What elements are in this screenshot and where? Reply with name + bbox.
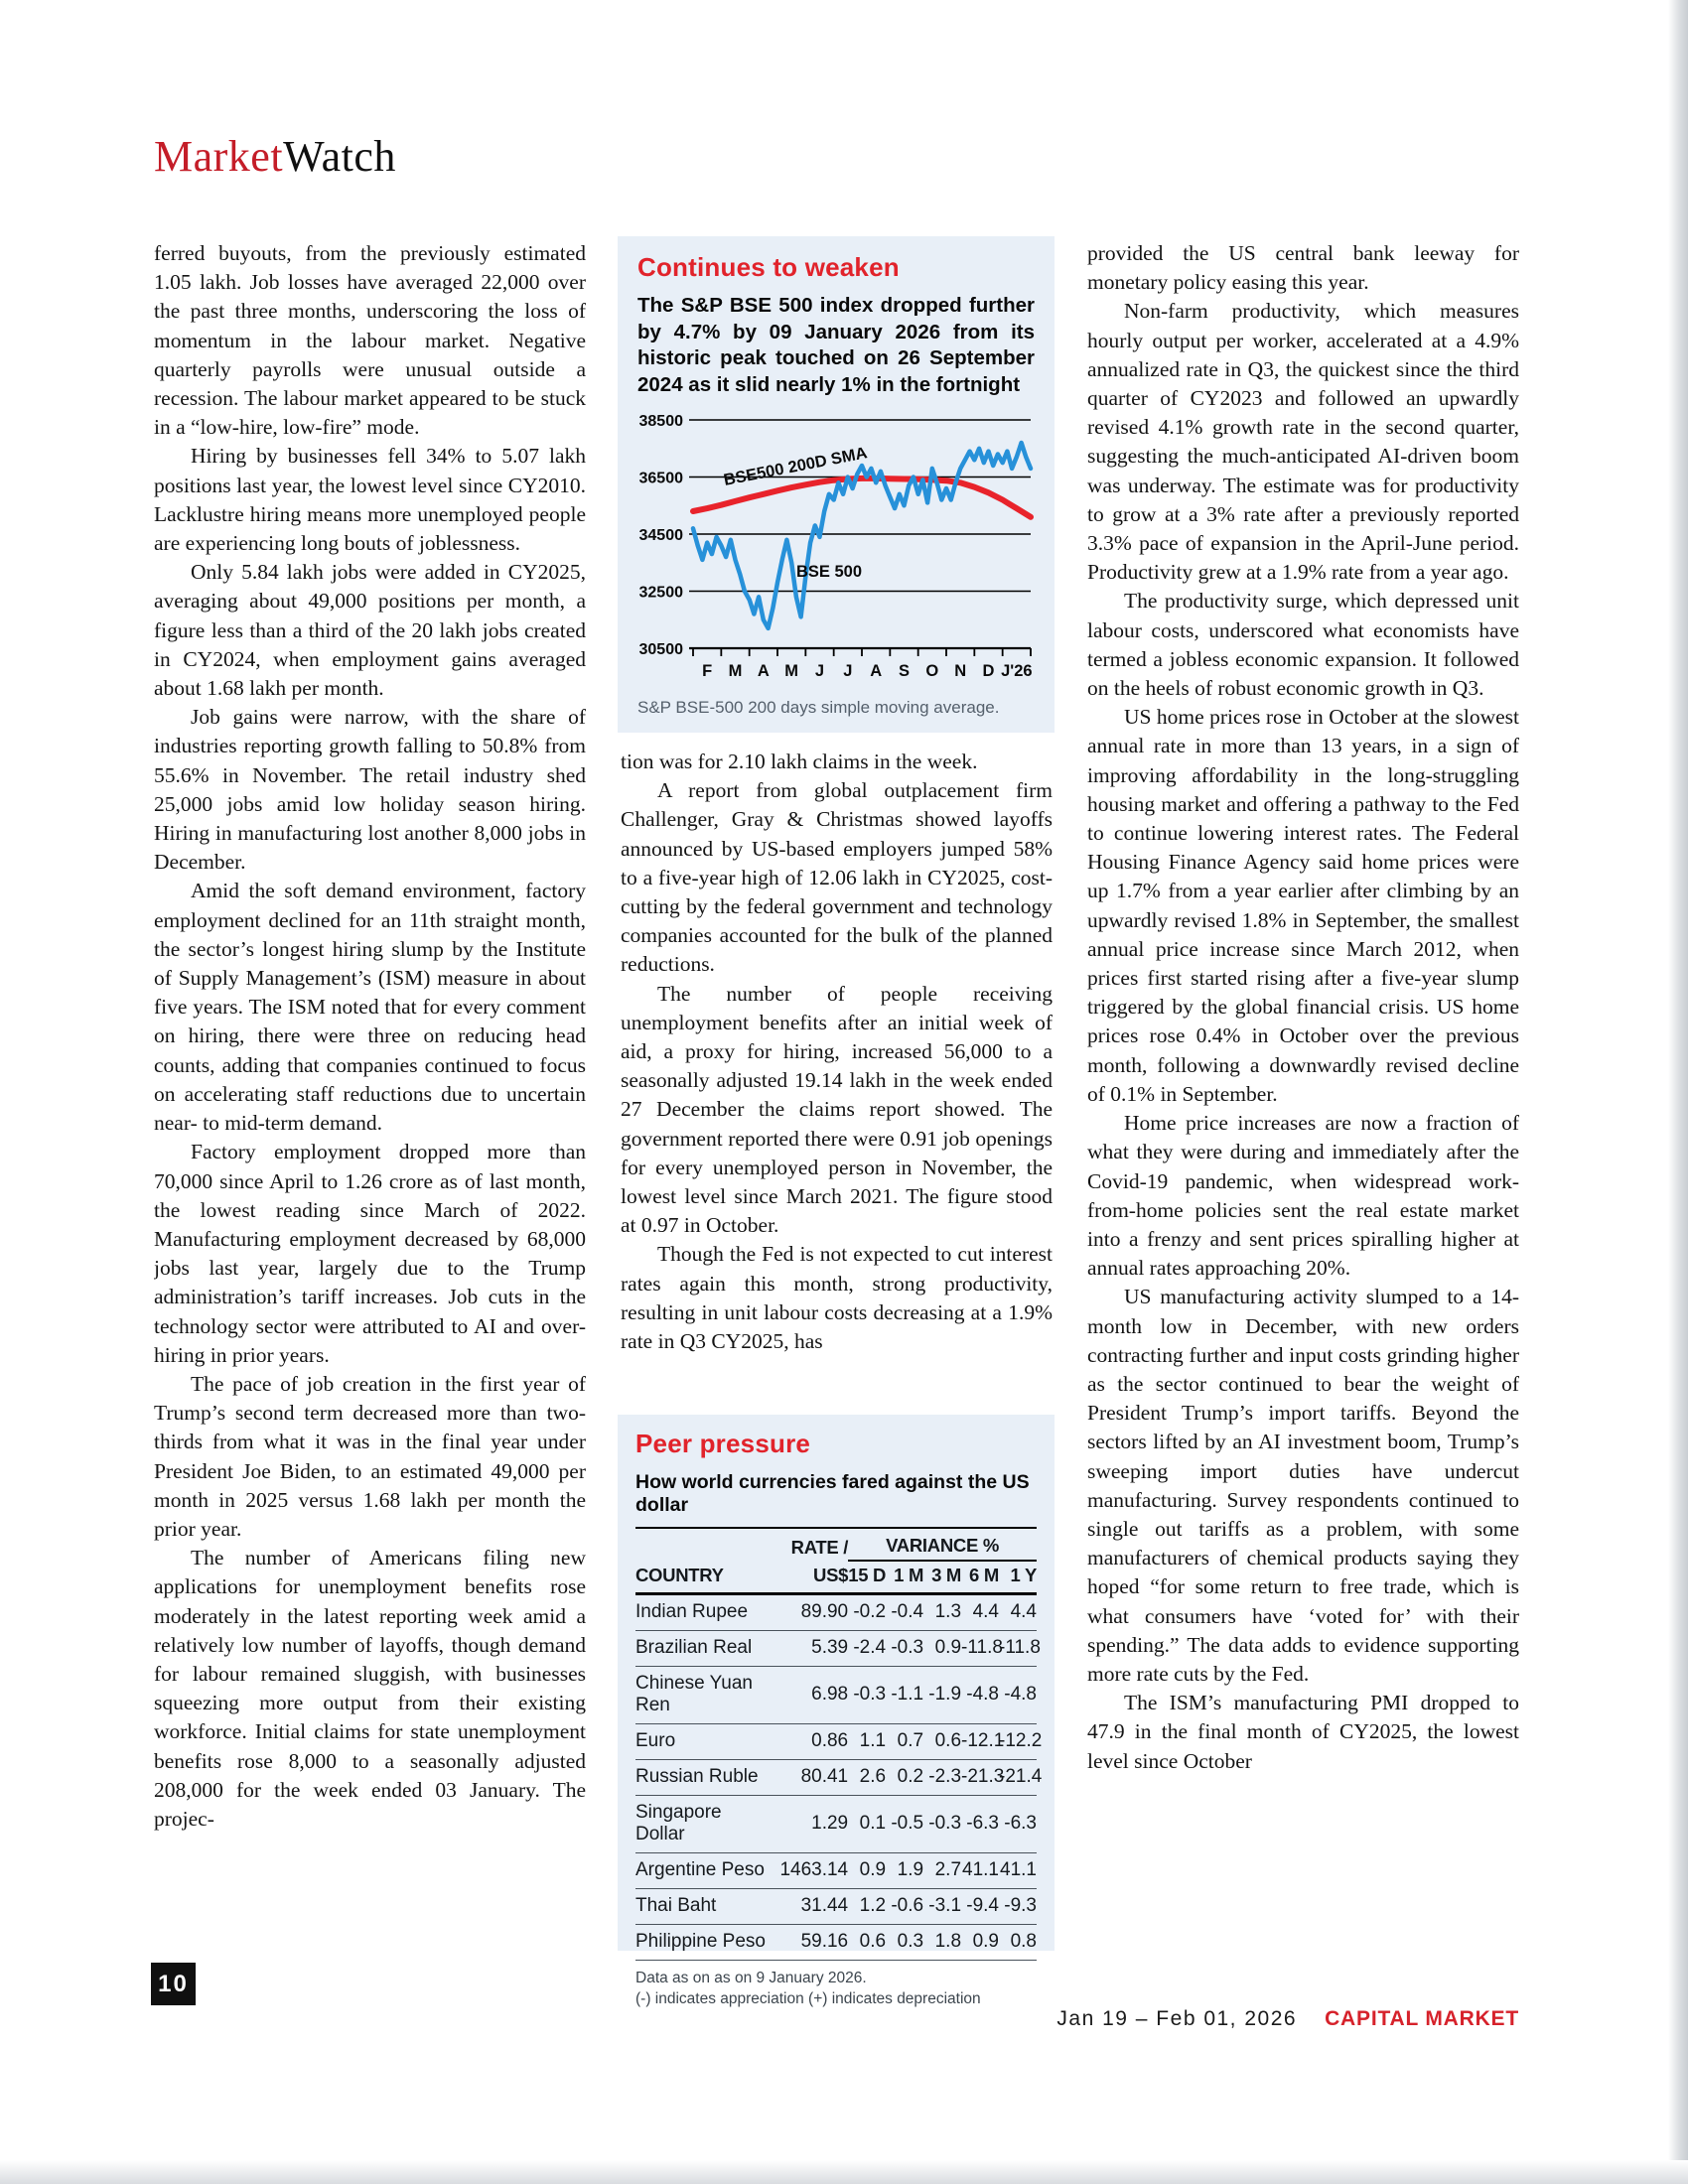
table-row <box>635 1925 1037 1961</box>
variance-cell: -9.4 <box>961 1889 999 1925</box>
chart-caption: S&P BSE-500 200 days simple moving average. <box>637 698 1000 717</box>
column-left <box>154 239 586 1953</box>
country-cell: Chinese Yuan Ren <box>635 1667 772 1724</box>
table-row <box>635 1796 1037 1853</box>
variance-cell: 0.6 <box>848 1925 886 1961</box>
rate-cell: 80.41 <box>772 1760 848 1796</box>
column-right <box>1087 239 1519 1953</box>
variance-cell: 2.7 <box>923 1853 961 1889</box>
table-row <box>635 1594 1037 1631</box>
body-paragraph: Job gains were narrow, with the share of industries reporting growth falling to 50.8% from 55.6% in November. The retail industry shed 25,000 jobs amid low holiday season hiring. Hiring in manufacturing lost another 8,000 jobs in December. <box>154 705 586 875</box>
variance-cell: -0.2 <box>848 1594 886 1631</box>
country-cell: Brazilian Real <box>635 1631 772 1667</box>
page-edge-bottom <box>0 2160 1688 2184</box>
body-paragraph: US manufacturing activity slumped to a 14-month low in December, with new orders contracting further and input costs grinding higher as the sector continued to bear the weight of President Trump’s import tariffs. Beyond the sectors lifted by an AI investment boom, Trump’s sweeping import duties have undercut manufacturing. Survey respondents continued to single out tariffs as a problem, with some manufacturers of chemical products saying they hoped “for some return to free trade, which is what consumers have ‘voted for’ with their spending.” The data adds to evidence supporting more rate cuts by the Fed. <box>1087 1285 1519 1686</box>
variance-cell: -9.3 <box>999 1889 1037 1925</box>
variance-cell: 1.3 <box>923 1594 961 1631</box>
y-tick-label: 30500 <box>638 641 683 658</box>
x-tick-label: D <box>982 662 995 680</box>
masthead-watch: Watch <box>283 132 396 181</box>
variance-cell: -0.3 <box>923 1796 961 1853</box>
rate-group-header: RATE / <box>772 1528 848 1561</box>
variance-cell: 41.1 <box>961 1853 999 1889</box>
body-paragraph: Amid the soft demand environment, factory employment declined for an 11th straight month, the sector’s longest hiring slump by the Institute of Supply Management’s (ISM) measure in about five years. The ISM noted that for every comment on hiring, there were three on reducing head counts, adding that companies continued to focus on accelerating staff reductions due to uncertain near- to mid-term demand. <box>154 879 586 1136</box>
variance-cell: -1.1 <box>886 1667 923 1724</box>
variance-cell: 0.9 <box>923 1631 961 1667</box>
body-paragraph: Factory employment dropped more than 70,000 since April to 1.26 crore as of last month, the lowest reading since March of 2022. Manufacturing employment decreased by 68,000 jobs last year, largely due to the Trump administration’s tariff increases. Job cuts in the technology sector were attributed to AI and over-hiring in prior years. <box>154 1140 586 1367</box>
variance-cell: -4.8 <box>999 1667 1037 1724</box>
period-header: 1 M <box>886 1561 923 1594</box>
country-cell: Singapore Dollar <box>635 1796 772 1853</box>
variance-cell: 41.1 <box>999 1853 1037 1889</box>
country-cell: Philippine Peso <box>635 1925 772 1961</box>
rate-cell: 31.44 <box>772 1889 848 1925</box>
variance-cell: 0.7 <box>886 1724 923 1760</box>
variance-cell: -12.2 <box>999 1724 1037 1760</box>
country-cell: Indian Rupee <box>635 1594 772 1631</box>
table-row <box>635 1889 1037 1925</box>
table-title: Peer pressure <box>635 1429 811 1458</box>
footer-brand: CAPITAL MARKET <box>1325 2007 1519 2030</box>
page-number: 10 <box>151 1963 196 2005</box>
variance-cell: 0.9 <box>961 1925 999 1961</box>
currency-table <box>635 1527 1043 1961</box>
country-cell: Argentine Peso <box>635 1853 772 1889</box>
period-header: 6 M <box>961 1561 999 1594</box>
bse-line-label: BSE 500 <box>796 563 863 581</box>
body-paragraph: US home prices rose in October at the slowest annual rate in more than 13 years, in a sign of improving affordability in the long-struggling housing market and offering a pathway to the Fed to continue lowering interest rates. The Federal Housing Finance Agency said home prices were up 1.7% from a year earlier after climbing by an upwardly revised 1.8% in September, the smallest annual price increase since March 2012, when prices first started rising after a five-year slump triggered by the global financial crisis. US home prices rose 0.4% in October over the previous month, following a downwardly revised decline of 0.1% in September. <box>1087 705 1519 1106</box>
body-paragraph: The number of Americans filing new applications for unemployment benefits rose moderately in the latest reporting week amid a relatively low number of layoffs, though demand for labour remained sluggish, with businesses squeezing more output from their existing workforce. Initial claims for state unemployment benefits rose 8,000 to a seasonally adjusted 208,000 for the week ended 03 January. The projec- <box>154 1546 586 1831</box>
body-paragraph: Though the Fed is not expected to cut interest rates again this month, strong productivity, resulting in unit labour costs decreasing at a 1.9% rate in Q3 CY2025, has <box>621 1242 1053 1354</box>
period-header: 1 Y <box>999 1561 1037 1594</box>
body-paragraph: The ISM’s manufacturing PMI dropped to 47.9 in the final month of CY2025, the lowest level since October <box>1087 1691 1519 1773</box>
variance-cell: 1.1 <box>848 1724 886 1760</box>
rate-cell: 5.39 <box>772 1631 848 1667</box>
body-paragraph: The productivity surge, which depressed unit labour costs, underscored what economists have termed a jobless economic expansion. It followed on the heels of robust economic growth in Q3. <box>1087 589 1519 701</box>
currency-table-body <box>635 1594 1043 1961</box>
variance-cell: 2.6 <box>848 1760 886 1796</box>
x-tick-label: J <box>843 662 853 680</box>
body-paragraph: Non-farm productivity, which measures hourly output per worker, accelerated at a 4.9% annualized rate in Q3, the quickest since the third quarter of CY2023 and followed an upwardly revised 4.1% growth rate in the second quarter, suggesting the much-anticipated AI-driven boom was underway. The estimate was for productivity to grow at a 3% rate after a previously reported 3.3% pace of expansion in the April-June period. Productivity grew at a 1.9% rate from a year ago. <box>1087 299 1519 585</box>
x-tick-label: F <box>702 662 713 680</box>
currency-table-box <box>618 1415 1055 2007</box>
variance-cell: 1.9 <box>886 1853 923 1889</box>
bse-chart-svg <box>637 406 1035 696</box>
masthead <box>154 133 396 181</box>
x-tick-label: J <box>814 662 825 680</box>
variance-cell: 0.9 <box>848 1853 886 1889</box>
variance-cell: -4.8 <box>961 1667 999 1724</box>
variance-cell: 0.6 <box>923 1724 961 1760</box>
x-tick-label: S <box>898 662 911 680</box>
variance-cell: -0.3 <box>886 1631 923 1667</box>
rate-cell: 1463.14 <box>772 1853 848 1889</box>
variance-cell: -3.1 <box>923 1889 961 1925</box>
country-cell: Russian Ruble <box>635 1760 772 1796</box>
body-paragraph: A report from global outplacement firm Challenger, Gray & Christmas showed layoffs announced by US-based employers jumped 58% to a five-year high of 12.06 lakh in CY2025, cost-cutting by the federal government and technology companies accounted for the bulk of the planned reductions. <box>621 778 1053 977</box>
variance-cell: 0.8 <box>999 1925 1037 1961</box>
chart-subtitle: The S&P BSE 500 index dropped further by 4.7% by 09 January 2026 from its historic peak touched on 26 September 2024 as it slid nearly 1% in the fortnight <box>637 294 1035 396</box>
variance-cell: -2.4 <box>848 1631 886 1667</box>
footer <box>998 2007 1519 2031</box>
market-chart-box <box>618 236 1055 733</box>
variance-cell: 1.8 <box>923 1925 961 1961</box>
body-paragraph: Home price increases are now a fraction of what they were during and immediately after the Covid-19 pandemic, when widespread work-from-home policies sent the real estate market into a frenzy and sent prices spiralling higher at annual rates approaching 20%. <box>1087 1111 1519 1281</box>
rate-cell: 59.16 <box>772 1925 848 1961</box>
rate-unit-header: US$ <box>772 1561 848 1594</box>
rate-cell: 1.29 <box>772 1796 848 1853</box>
variance-cell: 0.2 <box>886 1760 923 1796</box>
variance-cell: -21.3 <box>961 1760 999 1796</box>
x-tick-label: A <box>757 662 770 680</box>
body-paragraph: Hiring by businesses fell 34% to 5.07 lakh positions last year, the lowest level since CY2010. Lacklustre hiring means more unemployed people are experiencing long bouts of joblessness. <box>154 444 586 556</box>
table-row <box>635 1853 1037 1889</box>
x-tick-label: J'26 <box>1001 662 1033 680</box>
body-paragraph: ferred buyouts, from the previously estimated 1.05 lakh. Job losses have averaged 22,000 over the past three months, underscoring the loss of momentum in the labour market. Negative quarterly payrolls were unusual outside a recession. The labour market appeared to be stuck in a “low-hire, low-fire” mode. <box>154 241 586 440</box>
variance-cell: 0.3 <box>886 1925 923 1961</box>
y-tick-label: 32500 <box>638 584 683 602</box>
body-paragraph: provided the US central bank leeway for monetary policy easing this year. <box>1087 241 1519 295</box>
x-tick-label: O <box>925 662 939 680</box>
variance-cell: 0.1 <box>848 1796 886 1853</box>
footer-date-range: Jan 19 – Feb 01, 2026 <box>1056 2007 1298 2030</box>
variance-cell: -0.3 <box>848 1667 886 1724</box>
body-paragraph: The number of people receiving unemployment benefits after an initial week of aid, a proxy for hiring, increased 56,000 to a seasonally adjusted 19.14 lakh in the week ended 27 December the claims report showed. The government reported there were 0.91 job openings for every unemployed person in November, the lowest level since March 2021. The figure stood at 0.97 in October. <box>621 981 1053 1238</box>
period-header: 15 D <box>848 1561 886 1594</box>
y-tick-label: 34500 <box>638 527 683 544</box>
rate-cell: 6.98 <box>772 1667 848 1724</box>
x-tick-label: M <box>728 662 743 680</box>
body-paragraph: The pace of job creation in the first year of Trump’s second term decreased more than two-thirds from what it was in the final year under President Joe Biden, to an estimated 49,000 per month in 2025 versus 1.68 lakh per month the prior year. <box>154 1371 586 1541</box>
variance-cell: -6.3 <box>999 1796 1037 1853</box>
table-subtitle: How world currencies fared against the US dollar <box>635 1471 1030 1516</box>
variance-cell: 4.4 <box>961 1594 999 1631</box>
country-cell: Thai Baht <box>635 1889 772 1925</box>
rate-cell: 89.90 <box>772 1594 848 1631</box>
period-header: 3 M <box>923 1561 961 1594</box>
table-header-row <box>635 1561 1037 1594</box>
country-cell: Euro <box>635 1724 772 1760</box>
variance-cell: 4.4 <box>999 1594 1037 1631</box>
table-footnote: (-) indicates appreciation (+) indicates depreciation <box>635 1990 981 2007</box>
chart-title: Continues to weaken <box>637 252 900 282</box>
variance-cell: -0.5 <box>886 1796 923 1853</box>
sma-line-label: BSE500 200D SMA <box>722 444 869 489</box>
rate-cell: 0.86 <box>772 1724 848 1760</box>
page-edge-right <box>1668 0 1688 2184</box>
variance-cell: -11.8 <box>999 1631 1037 1667</box>
table-row <box>635 1760 1037 1796</box>
variance-cell: -0.4 <box>886 1594 923 1631</box>
table-row <box>635 1631 1037 1667</box>
x-tick-label: A <box>870 662 883 680</box>
x-tick-label: M <box>784 662 799 680</box>
variance-cell: -0.6 <box>886 1889 923 1925</box>
variance-cell: -12.1 <box>961 1724 999 1760</box>
table-footnote: Data as on as on 9 January 2026. <box>635 1970 867 1986</box>
variance-cell: -6.3 <box>961 1796 999 1853</box>
variance-cell: -2.3 <box>923 1760 961 1796</box>
table-header-group-row <box>635 1528 1037 1561</box>
table-row <box>635 1667 1037 1724</box>
variance-cell: -21.4 <box>999 1760 1037 1796</box>
y-tick-label: 36500 <box>638 470 683 487</box>
table-row <box>635 1724 1037 1760</box>
variance-cell: -11.8 <box>961 1631 999 1667</box>
variance-cell: -1.9 <box>923 1667 961 1724</box>
column-middle <box>621 748 1053 1391</box>
variance-group-header: VARIANCE % <box>848 1528 1037 1561</box>
bse-chart <box>637 406 1035 696</box>
body-paragraph: tion was for 2.10 lakh claims in the week. <box>621 750 978 773</box>
body-paragraph: Only 5.84 lakh jobs were added in CY2025, averaging about 49,000 positions per month, a figure less than a third of the 20 lakh jobs created in CY2024, when employment gains averaged about 1.68 lakh per month. <box>154 560 586 701</box>
country-header: COUNTRY <box>635 1561 772 1594</box>
masthead-market: Market <box>154 132 284 181</box>
y-tick-label: 38500 <box>638 413 683 430</box>
x-tick-label: N <box>954 662 967 680</box>
variance-cell: 1.2 <box>848 1889 886 1925</box>
